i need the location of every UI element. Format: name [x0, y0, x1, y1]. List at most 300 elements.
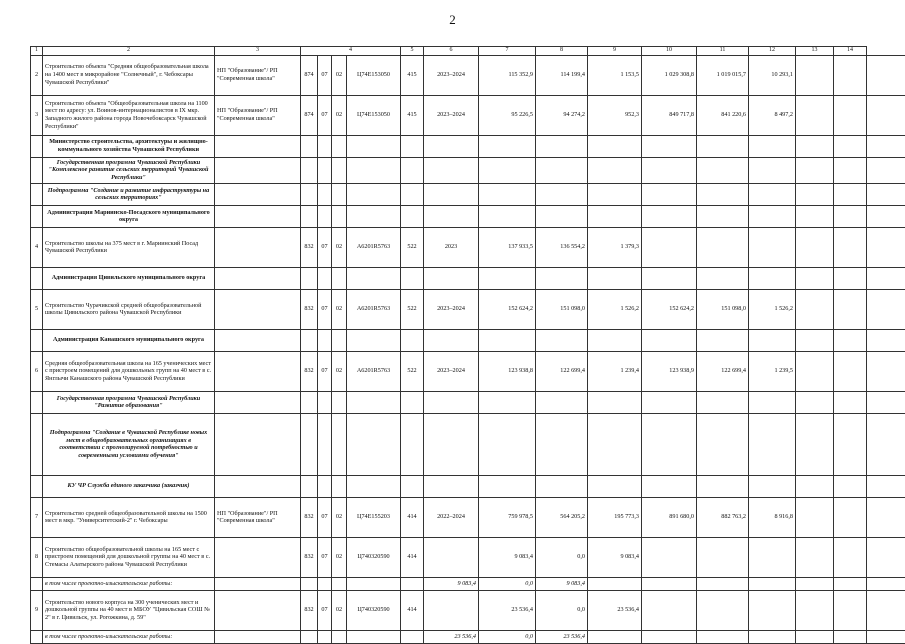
section-heading-row [31, 157, 905, 183]
object-row [31, 95, 905, 135]
empty-cell [867, 413, 905, 475]
empty-cell [215, 475, 301, 497]
empty-cell [536, 157, 588, 183]
empty-cell [31, 267, 43, 289]
amount-cell: 1 239,5 [749, 351, 796, 391]
empty-cell [796, 227, 834, 267]
amount-cell: 8 916,8 [749, 497, 796, 537]
empty-cell [301, 183, 318, 205]
empty-cell [749, 205, 796, 227]
amount-cell: 10 293,1 [749, 55, 796, 95]
empty-cell [867, 630, 905, 643]
period: 2023–2024 [424, 55, 479, 95]
column-number: 6 [424, 47, 479, 56]
empty-cell [796, 157, 834, 183]
empty-cell [347, 205, 401, 227]
empty-cell [749, 577, 796, 590]
empty-cell [301, 157, 318, 183]
amount-cell [697, 590, 749, 630]
empty-cell [796, 391, 834, 413]
empty-cell [588, 157, 642, 183]
column-number: 1 [31, 47, 43, 56]
section-heading-row [31, 391, 905, 413]
empty-cell [642, 391, 697, 413]
empty-cell [867, 55, 905, 95]
empty-cell [749, 267, 796, 289]
amount-cell: 759 978,5 [479, 497, 536, 537]
empty-cell [867, 267, 905, 289]
empty-cell [588, 135, 642, 157]
empty-cell [401, 329, 424, 351]
object-name: Строительство общеобразовательной школы на 165 мест с пристроем помещений для дошкольной группы на 40 мест в с. Стемасы Алатырского района Чувашской Республики [43, 537, 215, 577]
empty-cell [347, 157, 401, 183]
empty-cell [318, 630, 332, 643]
empty-cell [588, 577, 642, 590]
row-number: 6 [31, 351, 43, 391]
empty-cell [697, 183, 749, 205]
amount-cell: 0,0 [536, 537, 588, 577]
subsection-code: 02 [332, 497, 347, 537]
empty-cell [347, 413, 401, 475]
amount-cell: 891 680,0 [642, 497, 697, 537]
column-number: 3 [215, 47, 301, 56]
empty-cell [318, 157, 332, 183]
column-number: 5 [401, 47, 424, 56]
empty-cell [749, 157, 796, 183]
empty-cell [31, 135, 43, 157]
empty-cell [867, 183, 905, 205]
empty-cell [642, 157, 697, 183]
period: 2022–2024 [424, 497, 479, 537]
section-heading: Подпрограмма "Создание и развитие инфраструктуры на сельских территориях" [43, 183, 215, 205]
empty-cell [749, 183, 796, 205]
amount-cell [749, 590, 796, 630]
section-heading: Администрация Цивильского муниципального округа [43, 267, 215, 289]
empty-cell [347, 391, 401, 413]
amount-cell: 152 624,2 [642, 289, 697, 329]
empty-cell [697, 475, 749, 497]
target-article: Ц74Е153050 [347, 55, 401, 95]
section-code: 07 [318, 497, 332, 537]
budget-code: 832 [301, 537, 318, 577]
page-number: 2 [0, 12, 905, 28]
empty-cell [401, 413, 424, 475]
amount-cell: 115 352,9 [479, 55, 536, 95]
empty-cell [834, 157, 867, 183]
amount-cell [749, 227, 796, 267]
object-row [31, 351, 905, 391]
amount-cell: 841 220,6 [697, 95, 749, 135]
empty-cell [834, 329, 867, 351]
section-heading: Подпрограмма "Создание в Чувашской Республике новых мест в общеобразовательных организациях в соответствии с прогнозируемой потребностью и современными условиями обучения" [43, 413, 215, 475]
empty-cell [697, 157, 749, 183]
empty-cell [867, 329, 905, 351]
empty-cell [318, 267, 332, 289]
empty-cell [867, 135, 905, 157]
amount-cell: 151 098,0 [536, 289, 588, 329]
empty-cell [31, 413, 43, 475]
object-row [31, 289, 905, 329]
empty-cell [479, 267, 536, 289]
empty-cell [401, 205, 424, 227]
expense-type: 415 [401, 55, 424, 95]
project-name [215, 590, 301, 630]
amount-cell: 849 717,8 [642, 95, 697, 135]
empty-cell [31, 391, 43, 413]
empty-cell [796, 205, 834, 227]
object-row [31, 537, 905, 577]
object-name: Строительство школы на 375 мест в г. Мариинский Посад Чувашской Республики [43, 227, 215, 267]
empty-cell [318, 329, 332, 351]
expense-type: 414 [401, 537, 424, 577]
empty-cell [867, 537, 905, 577]
column-number: 13 [796, 47, 834, 56]
empty-cell [347, 135, 401, 157]
empty-cell [796, 135, 834, 157]
empty-cell [749, 391, 796, 413]
empty-cell [424, 391, 479, 413]
empty-cell [867, 577, 905, 590]
empty-cell [749, 630, 796, 643]
empty-cell [215, 391, 301, 413]
column-number: 8 [536, 47, 588, 56]
empty-cell [834, 95, 867, 135]
section-code: 07 [318, 351, 332, 391]
expense-type: 522 [401, 227, 424, 267]
subsection-code: 02 [332, 55, 347, 95]
period [424, 537, 479, 577]
subsection-code: 02 [332, 590, 347, 630]
expense-type: 414 [401, 497, 424, 537]
empty-cell [332, 577, 347, 590]
budget-code: 832 [301, 590, 318, 630]
amount-cell: 9 083,4 [479, 537, 536, 577]
object-name: Строительство Чурачикской средней общеобразовательной школы Цивильского района Чувашской Республики [43, 289, 215, 329]
empty-cell [215, 413, 301, 475]
amount-cell: 114 199,4 [536, 55, 588, 95]
empty-cell [834, 183, 867, 205]
empty-cell [867, 351, 905, 391]
empty-cell [796, 590, 834, 630]
empty-cell [332, 135, 347, 157]
empty-cell [834, 475, 867, 497]
empty-cell [588, 183, 642, 205]
section-heading-row [31, 135, 905, 157]
empty-cell [697, 267, 749, 289]
empty-cell [588, 630, 642, 643]
amount-cell: 122 699,4 [697, 351, 749, 391]
budget-table [30, 46, 905, 644]
section-heading: Администрация Канашского муниципального округа [43, 329, 215, 351]
empty-cell [347, 267, 401, 289]
empty-cell [31, 157, 43, 183]
empty-cell [588, 475, 642, 497]
empty-cell [834, 497, 867, 537]
column-number: 11 [697, 47, 749, 56]
budget-code: 874 [301, 55, 318, 95]
empty-cell [479, 475, 536, 497]
empty-cell [301, 475, 318, 497]
empty-cell [479, 157, 536, 183]
empty-cell [796, 95, 834, 135]
empty-cell [834, 267, 867, 289]
empty-cell [401, 391, 424, 413]
empty-cell [536, 135, 588, 157]
empty-cell [347, 475, 401, 497]
project-name [215, 289, 301, 329]
subsection-code: 02 [332, 95, 347, 135]
section-heading-row [31, 205, 905, 227]
empty-cell [479, 413, 536, 475]
empty-cell [697, 135, 749, 157]
project-name: НП "Образование"/ РП "Современная школа" [215, 95, 301, 135]
target-article: Ц740320590 [347, 590, 401, 630]
empty-cell [588, 267, 642, 289]
empty-cell [536, 391, 588, 413]
target-article: Ц740320590 [347, 537, 401, 577]
empty-cell [536, 413, 588, 475]
amount-cell: 123 938,8 [479, 351, 536, 391]
empty-cell [796, 413, 834, 475]
empty-cell [642, 205, 697, 227]
empty-cell [215, 630, 301, 643]
subtotal-row [31, 577, 905, 590]
empty-cell [318, 413, 332, 475]
section-code: 07 [318, 590, 332, 630]
empty-cell [536, 329, 588, 351]
amount-cell: 0,0 [536, 590, 588, 630]
budget-code: 832 [301, 497, 318, 537]
empty-cell [424, 183, 479, 205]
empty-cell [796, 55, 834, 95]
amount-cell [642, 227, 697, 267]
section-heading-row [31, 329, 905, 351]
subsection-code: 02 [332, 351, 347, 391]
empty-cell [642, 577, 697, 590]
empty-cell [834, 55, 867, 95]
period: 2023–2024 [424, 351, 479, 391]
amount-cell: 8 497,2 [749, 95, 796, 135]
target-article: Ц74Е155203 [347, 497, 401, 537]
object-row [31, 497, 905, 537]
empty-cell [642, 475, 697, 497]
target-article: А6201R5763 [347, 351, 401, 391]
empty-cell [301, 577, 318, 590]
amount-cell: 23 536,4 [588, 590, 642, 630]
row-number: 7 [31, 497, 43, 537]
empty-cell [318, 183, 332, 205]
empty-cell [867, 95, 905, 135]
amount-cell: 564 205,2 [536, 497, 588, 537]
empty-cell [301, 329, 318, 351]
amount-cell: 1 526,2 [749, 289, 796, 329]
empty-cell [642, 630, 697, 643]
amount-cell: 1 379,3 [588, 227, 642, 267]
period: 2023–2024 [424, 289, 479, 329]
section-heading: Государственная программа Чувашской Республики "Комплексное развитие сельских территорий Чувашской Республики" [43, 157, 215, 183]
section-code: 07 [318, 227, 332, 267]
empty-cell [536, 205, 588, 227]
empty-cell [318, 391, 332, 413]
section-heading-row [31, 183, 905, 205]
empty-cell [642, 267, 697, 289]
empty-cell [215, 267, 301, 289]
empty-cell [642, 413, 697, 475]
empty-cell [347, 183, 401, 205]
empty-cell [697, 413, 749, 475]
object-name: Строительство нового корпуса на 300 ученических мест и дошкольной группы на 40 мест в МБОУ "Цивильская СОШ № 2" в г. Цивильск, ул. Рогожкина, д. 59" [43, 590, 215, 630]
section-heading-row [31, 267, 905, 289]
empty-cell [31, 630, 43, 643]
amount-cell: 23 536,4 [536, 630, 588, 643]
column-number: 2 [43, 47, 215, 56]
amount-cell: 9 083,4 [424, 577, 479, 590]
empty-cell [424, 135, 479, 157]
empty-cell [424, 205, 479, 227]
empty-cell [796, 630, 834, 643]
empty-cell [867, 157, 905, 183]
amount-cell: 882 763,2 [697, 497, 749, 537]
budget-code: 832 [301, 351, 318, 391]
empty-cell [834, 537, 867, 577]
amount-cell: 152 624,2 [479, 289, 536, 329]
amount-cell [697, 537, 749, 577]
empty-cell [401, 157, 424, 183]
empty-cell [301, 135, 318, 157]
section-heading-row [31, 475, 905, 497]
section-heading-row [31, 413, 905, 475]
amount-cell: 9 083,4 [536, 577, 588, 590]
amount-cell: 123 938,9 [642, 351, 697, 391]
empty-cell [536, 475, 588, 497]
empty-cell [867, 205, 905, 227]
empty-cell [697, 205, 749, 227]
amount-cell: 1 029 308,8 [642, 55, 697, 95]
empty-cell [31, 577, 43, 590]
empty-cell [318, 135, 332, 157]
subtotal-row [31, 630, 905, 643]
empty-cell [31, 329, 43, 351]
amount-cell [697, 227, 749, 267]
empty-cell [318, 577, 332, 590]
empty-cell [697, 630, 749, 643]
empty-cell [749, 329, 796, 351]
column-number: 9 [588, 47, 642, 56]
empty-cell [796, 351, 834, 391]
empty-cell [347, 329, 401, 351]
empty-cell [796, 497, 834, 537]
empty-cell [697, 329, 749, 351]
empty-cell [834, 227, 867, 267]
budget-code: 832 [301, 227, 318, 267]
empty-cell [424, 267, 479, 289]
empty-cell [697, 391, 749, 413]
empty-cell [215, 577, 301, 590]
amount-cell [642, 537, 697, 577]
object-name: Строительство объекта "Общеобразовательная школа на 1100 мест по адресу: ул. Воинов-интернационалистов в IX мкр. Западного жилого района города Новочебоксарск Чувашской Республики" [43, 95, 215, 135]
amount-cell: 952,3 [588, 95, 642, 135]
amount-cell: 9 083,4 [588, 537, 642, 577]
empty-cell [796, 267, 834, 289]
row-number: 2 [31, 55, 43, 95]
empty-cell [867, 227, 905, 267]
empty-cell [301, 267, 318, 289]
empty-cell [834, 205, 867, 227]
empty-cell [796, 537, 834, 577]
amount-cell: 151 098,0 [697, 289, 749, 329]
column-number: 4 [301, 47, 401, 56]
column-number: 12 [749, 47, 796, 56]
amount-cell: 1 019 015,7 [697, 55, 749, 95]
empty-cell [834, 289, 867, 329]
empty-cell [332, 157, 347, 183]
amount-cell: 23 536,4 [479, 590, 536, 630]
project-name [215, 537, 301, 577]
project-name: НП "Образование"/ РП "Современная школа" [215, 55, 301, 95]
empty-cell [834, 630, 867, 643]
amount-cell [749, 537, 796, 577]
project-name: НП "Образование"/ РП "Современная школа" [215, 497, 301, 537]
amount-cell: 23 536,4 [424, 630, 479, 643]
section-heading: Министерство строительства, архитектуры и жилищно-коммунального хозяйства Чувашской Республики [43, 135, 215, 157]
empty-cell [642, 135, 697, 157]
empty-cell [867, 497, 905, 537]
empty-cell [31, 475, 43, 497]
empty-cell [318, 205, 332, 227]
empty-cell [31, 183, 43, 205]
empty-cell [796, 577, 834, 590]
empty-cell [332, 413, 347, 475]
expense-type: 522 [401, 289, 424, 329]
column-number-row [31, 47, 905, 56]
empty-cell [697, 577, 749, 590]
empty-cell [401, 475, 424, 497]
amount-cell: 95 226,5 [479, 95, 536, 135]
empty-cell [332, 329, 347, 351]
empty-cell [749, 413, 796, 475]
object-name: Строительство объекта "Средняя общеобразовательная школа на 1400 мест в микрорайоне "Солнечный", г. Чебоксары Чувашской Республики" [43, 55, 215, 95]
section-code: 07 [318, 537, 332, 577]
period [424, 590, 479, 630]
empty-cell [424, 329, 479, 351]
empty-cell [796, 289, 834, 329]
empty-cell [424, 475, 479, 497]
subsection-code: 02 [332, 289, 347, 329]
subtotal-label: в том числе проектно-изыскательские работы: [43, 630, 215, 643]
budget-code: 832 [301, 289, 318, 329]
empty-cell [401, 267, 424, 289]
column-number: 14 [834, 47, 867, 56]
empty-cell [834, 391, 867, 413]
empty-cell [796, 329, 834, 351]
amount-cell [642, 590, 697, 630]
empty-cell [867, 475, 905, 497]
empty-cell [301, 413, 318, 475]
amount-cell: 1 526,2 [588, 289, 642, 329]
object-name: Строительство средней общеобразовательной школы на 1500 мест в мкр. "Университетский-2" г. Чебоксары [43, 497, 215, 537]
amount-cell: 0,0 [479, 577, 536, 590]
empty-cell [215, 329, 301, 351]
amount-cell: 1 239,4 [588, 351, 642, 391]
empty-cell [401, 183, 424, 205]
empty-cell [867, 391, 905, 413]
section-heading: КУ ЧР Служба единого заказчика (заказчик) [43, 475, 215, 497]
amount-cell: 137 933,5 [479, 227, 536, 267]
empty-cell [347, 577, 401, 590]
target-article: Ц74Е153050 [347, 95, 401, 135]
empty-cell [479, 391, 536, 413]
project-name [215, 227, 301, 267]
